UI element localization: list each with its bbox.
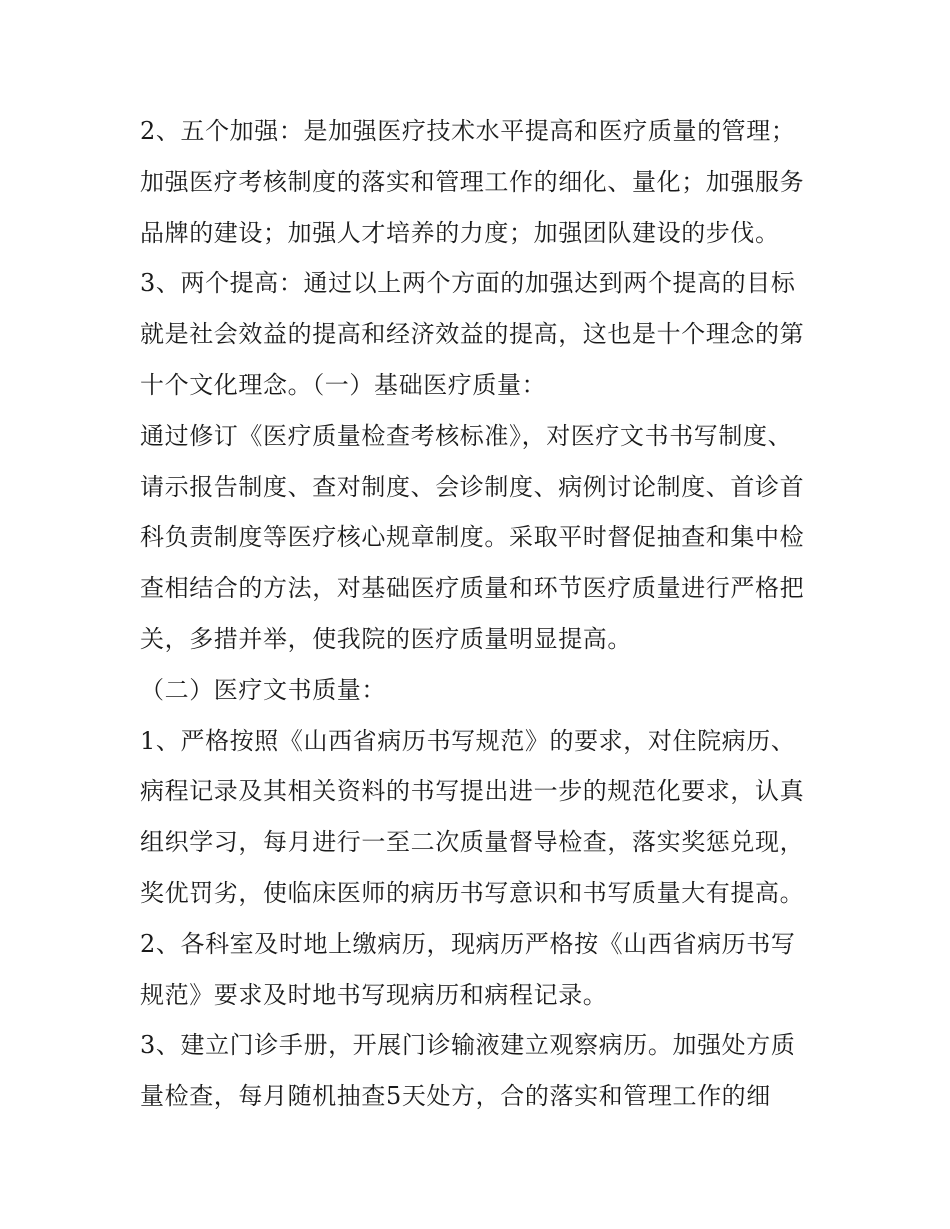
text-line: 组织学习，每月进行一至二次质量督导检查，落实奖惩兑现， (140, 828, 805, 857)
text-line: 十个文化理念。（一）基础医疗质量： (140, 370, 547, 399)
text-line: 关，多措并举，使我院的医疗质量明显提高。 (140, 624, 632, 653)
text-line: 通过修订《医疗质量检查考核标准》，对医疗文书书写制度、 (140, 421, 793, 450)
document-body (140, 106, 820, 1122)
text-line: 3、建立门诊手册，开展门诊输液建立观察病历。加强处方质 (140, 1031, 796, 1060)
section-heading: （二）医疗文书质量： (140, 675, 386, 704)
text-line: 科负责制度等医疗核心规章制度。采取平时督促抽查和集中检 (140, 523, 805, 552)
text-line: 品牌的建设；加强人才培养的力度；加强团队建设的步伐。 (140, 218, 780, 247)
text-line: 量检查，每月随机抽查5天处方，合的落实和管理工作的细 (140, 1082, 771, 1111)
text-line: 1、严格按照《山西省病历书写规范》的要求，对住院病历、 (140, 726, 796, 755)
text-line: 3、两个提高：通过以上两个方面的加强达到两个提高的目标 (140, 269, 796, 298)
text-line: 2、各科室及时地上缴病历，现病历严格按《山西省病历书写 (140, 929, 796, 958)
text-line: 奖优罚劣，使临床医师的病历书写意识和书写质量大有提高。 (140, 878, 805, 907)
text-line: 就是社会效益的提高和经济效益的提高，这也是十个理念的第 (140, 320, 805, 349)
text-line: 2、五个加强：是加强医疗技术水平提高和医疗质量的管理； (140, 117, 796, 145)
text-line: 查相结合的方法，对基础医疗质量和环节医疗质量进行严格把 (140, 574, 805, 603)
text-line: 请示报告制度、查对制度、会诊制度、病例讨论制度、首诊首 (140, 472, 805, 501)
text-line: 规范》要求及时地书写现病历和病程记录。 (140, 980, 608, 1009)
text-line: 加强医疗考核制度的落实和管理工作的细化、量化；加强服务 (140, 167, 805, 196)
text-line: 病程记录及其相关资料的书写提出进一步的规范化要求，认真 (140, 777, 805, 806)
